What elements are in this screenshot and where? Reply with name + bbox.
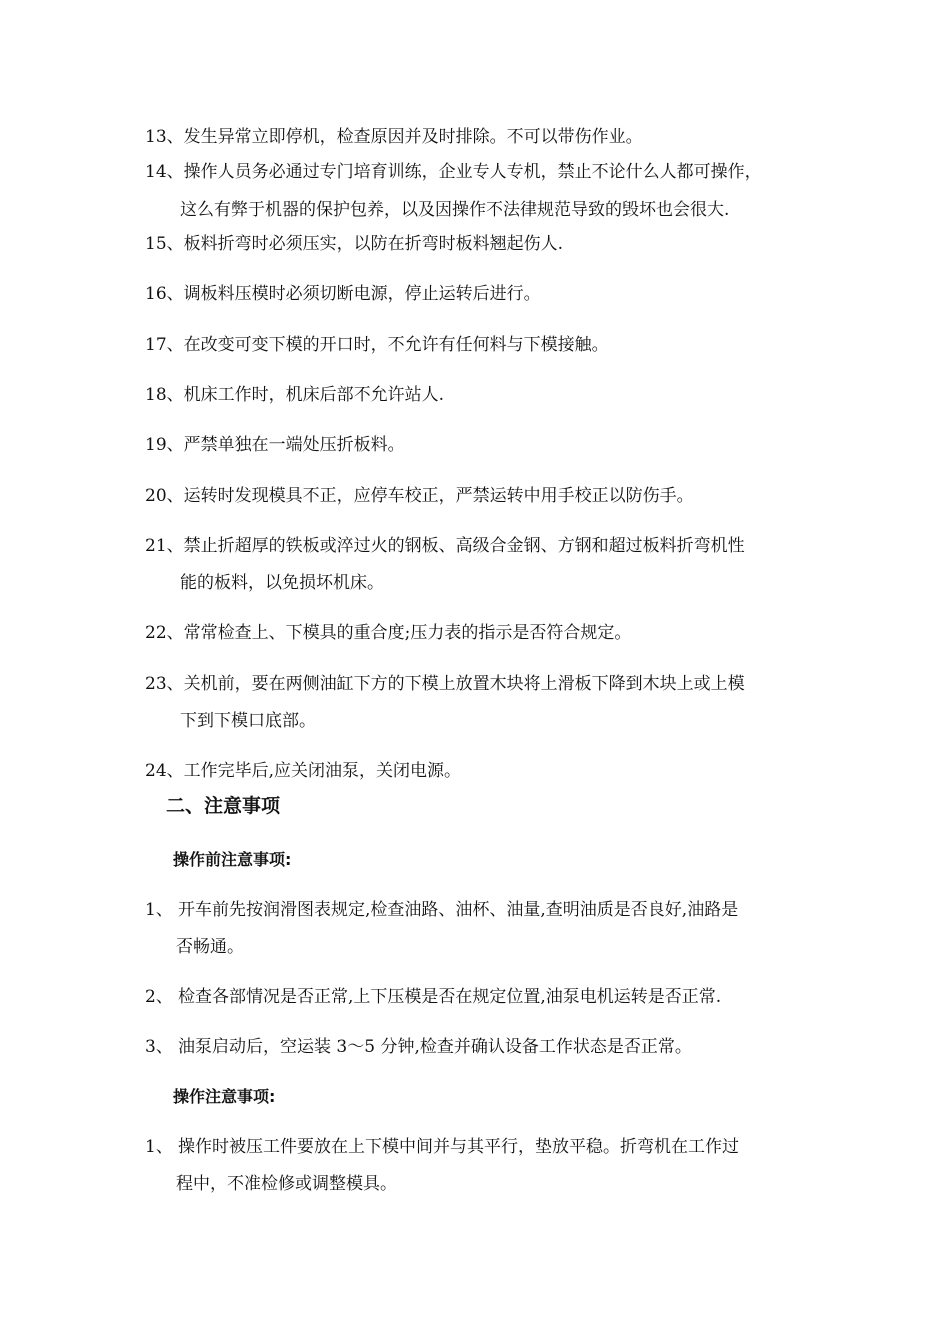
item-number: 17、	[145, 335, 184, 355]
item-text: 工作完毕后,应关闭油泵，关闭电源。	[183, 761, 462, 781]
item-text: 检查各部情况是否正常,上下压模是否在规定位置,油泵电机运转是否正常.	[178, 987, 722, 1007]
item-number: 15、	[145, 234, 184, 254]
list-item	[145, 760, 461, 782]
item-text: 开车前先按润滑图表规定,检查油路、油杯、油量,查明油质是否良好,油路是	[178, 900, 739, 920]
subsection-heading-before: 操作前注意事项:	[173, 850, 292, 869]
list-item	[145, 1136, 739, 1158]
item-text: 严禁单独在一端处压折板料。	[183, 435, 405, 455]
list-item	[145, 161, 762, 183]
item-continuation: 下到下模口底部。	[180, 711, 316, 731]
item-number: 22、	[145, 623, 184, 643]
item-number: 14、	[145, 162, 184, 182]
item-continuation: 能的板料，以免损坏机床。	[180, 573, 384, 593]
list-item	[145, 673, 745, 695]
item-number: 24、	[145, 761, 184, 781]
item-text: 油泵启动后，空运装 3～5 分钟,检查并确认设备工作状态是否正常。	[178, 1037, 692, 1057]
list-item	[145, 334, 609, 356]
list-item	[145, 535, 745, 557]
list-item	[145, 485, 694, 507]
item-text: 操作人员务必通过专门培育训练，企业专人专机，禁止不论什么人都可操作，	[183, 162, 762, 182]
item-text: 常常检查上、下模具的重合度;压力表的指示是否符合规定。	[183, 623, 632, 643]
item-number: 23、	[145, 674, 184, 694]
item-number: 1、	[145, 900, 173, 920]
list-item	[145, 384, 444, 406]
item-continuation: 程中，不准检修或调整模具。	[176, 1174, 397, 1194]
list-item	[145, 899, 738, 921]
item-number: 19、	[145, 435, 184, 455]
item-number: 1、	[145, 1137, 173, 1157]
item-number: 3、	[145, 1037, 173, 1057]
item-number: 18、	[145, 385, 184, 405]
item-text: 在改变可变下模的开口时，不允许有任何料与下模接触。	[183, 335, 609, 355]
item-number: 16、	[145, 284, 184, 304]
item-text: 操作时被压工件要放在上下模中间并与其平行，垫放平稳。折弯机在工作过	[178, 1137, 739, 1157]
list-item	[145, 1036, 692, 1058]
item-number: 21、	[145, 536, 184, 556]
item-text: 发生异常立即停机，检查原因并及时排除。不可以带伤作业。	[183, 127, 643, 147]
list-item	[145, 622, 631, 644]
list-item	[145, 283, 541, 305]
item-number: 20、	[145, 486, 184, 506]
list-item	[145, 434, 405, 456]
item-text: 调板料压模时必须切断电源，停止运转后进行。	[183, 284, 541, 304]
list-item	[145, 986, 721, 1008]
item-text: 机床工作时，机床后部不允许站人.	[183, 385, 445, 405]
item-text: 关机前，要在两侧油缸下方的下模上放置木块将上滑板下降到木块上或上模	[183, 674, 745, 694]
subsection-heading-during: 操作注意事项:	[173, 1087, 276, 1106]
section-heading: 二、注意事项	[166, 795, 281, 817]
item-text: 板料折弯时必须压实，以防在折弯时板料翘起伤人.	[183, 234, 564, 254]
item-text: 禁止折超厚的铁板或淬过火的钢板、高级合金钢、方钢和超过板料折弯机性	[183, 536, 745, 556]
list-item	[145, 233, 563, 255]
item-continuation: 否畅通。	[176, 937, 244, 957]
item-number: 13、	[145, 127, 184, 147]
list-item	[145, 126, 643, 148]
item-text: 运转时发现模具不正，应停车校正，严禁运转中用手校正以防伤手。	[183, 486, 694, 506]
item-number: 2、	[145, 987, 173, 1007]
item-continuation: 这么有弊于机器的保护包养，以及因操作不法律规范导致的毁坏也会很大.	[180, 200, 730, 220]
